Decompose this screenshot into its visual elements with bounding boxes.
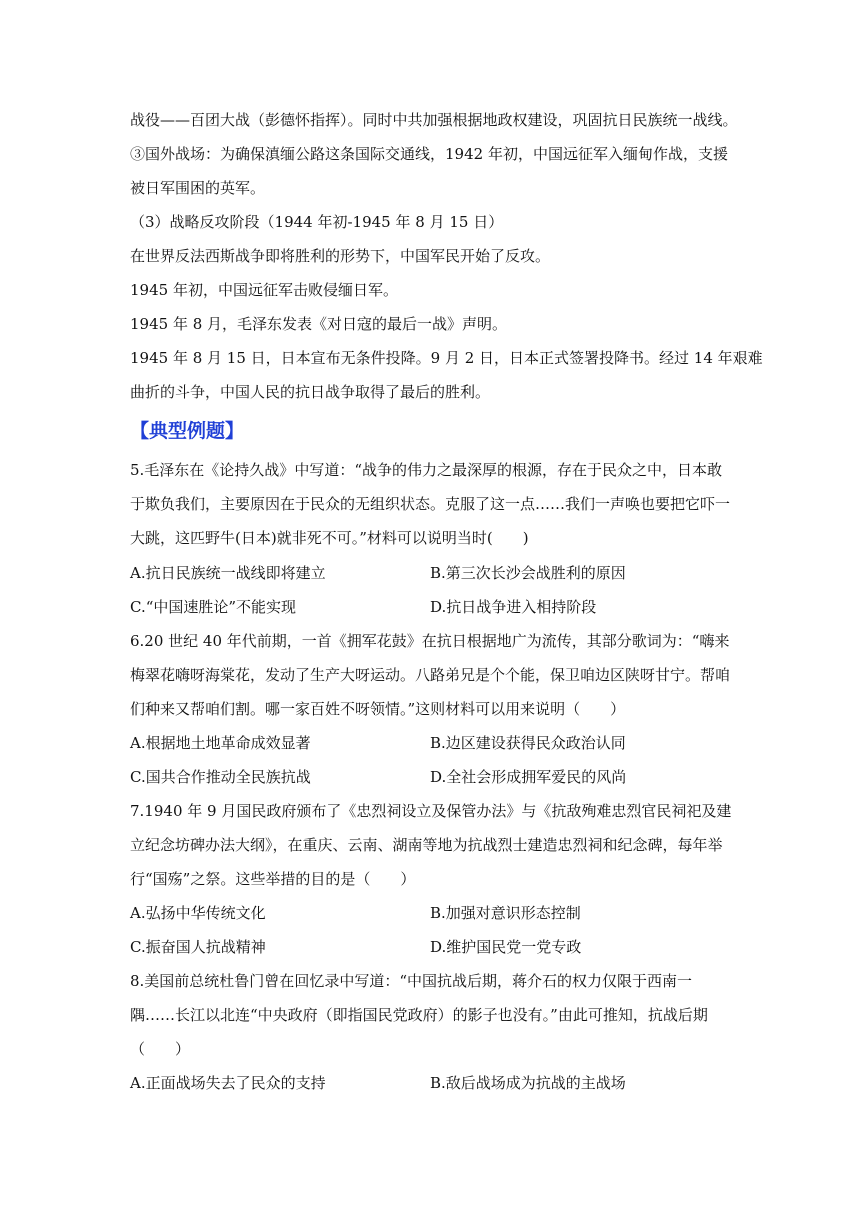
text-line: 1945 年初，中国远征军击败侵缅日军。 bbox=[130, 281, 398, 299]
text-line: 1945 年 8 月 15 日，日本宣布无条件投降。9 月 2 日，日本正式签署投降书。经过 14 年艰难 bbox=[130, 349, 763, 367]
question-7-stem: 行“国殇”之祭。这些举措的目的是（ ） bbox=[130, 870, 416, 888]
question-5-stem: 于欺负我们，主要原因在于民众的无组织状态。克服了这一点……我们一声唤也要把它吓一 bbox=[130, 495, 731, 513]
question-8-stem: （ ） bbox=[130, 1040, 191, 1058]
section-heading: 【典型例题】 bbox=[130, 420, 245, 442]
question-7-stem: 立纪念坊碑办法大纲》，在重庆、云南、湖南等地为抗战烈士建造忠烈祠和纪念碑，每年举 bbox=[130, 836, 723, 854]
question-5-stem: 5.毛泽东在《论持久战》中写道：“战争的伟力之最深厚的根源，存在于民众之中，日本敢 bbox=[130, 461, 722, 479]
question-7-option-a: A.弘扬中华传统文化 bbox=[130, 904, 266, 922]
text-line: 曲折的斗争，中国人民的抗日战争取得了最后的胜利。 bbox=[130, 383, 491, 401]
question-6-option-d: D.全社会形成拥军爱民的风尚 bbox=[430, 768, 627, 786]
question-6-option-b: B.边区建设获得民众政治认同 bbox=[430, 734, 626, 752]
question-7-option-d: D.维护国民党一党专政 bbox=[430, 938, 582, 956]
question-8-option-b: B.敌后战场成为抗战的主战场 bbox=[430, 1074, 626, 1092]
question-5-option-d: D.抗日战争进入相持阶段 bbox=[430, 598, 597, 616]
text-line: 1945 年 8 月，毛泽东发表《对日寇的最后一战》声明。 bbox=[130, 315, 508, 333]
question-8-stem: 8.美国前总统杜鲁门曾在回忆录中写道：“中国抗战后期，蒋介石的权力仅限于西南一 bbox=[130, 972, 692, 990]
question-5-stem: 大跳，这匹野牛(日本)就非死不可。”材料可以说明当时( ) bbox=[130, 529, 529, 547]
question-8-stem: 隅……长江以北连“中央政府（即指国民党政府）的影子也没有。”由此可推知，抗战后期 bbox=[130, 1006, 708, 1024]
text-line: 在世界反法西斯战争即将胜利的形势下，中国军民开始了反攻。 bbox=[130, 247, 551, 265]
text-line: ③国外战场：为确保滇缅公路这条国际交通线，1942 年初，中国远征军入缅甸作战，支援 bbox=[130, 145, 728, 163]
question-5-option-c: C.“中国速胜论”不能实现 bbox=[130, 598, 297, 616]
question-5-option-b: B.第三次长沙会战胜利的原因 bbox=[430, 564, 626, 582]
text-line: （3）战略反攻阶段（1944 年初-1945 年 8 月 15 日） bbox=[130, 213, 504, 231]
text-line: 战役——百团大战（彭德怀指挥）。同时中共加强根据地政权建设，巩固抗日民族统一战线。 bbox=[130, 111, 738, 129]
question-5-option-a: A.抗日民族统一战线即将建立 bbox=[130, 564, 326, 582]
question-6-stem: 梅翠花嗨呀海棠花，发动了生产大呀运动。八路弟兄是个个能，保卫咱边区陕呀甘宁。帮咱 bbox=[130, 666, 731, 684]
question-7-option-b: B.加强对意识形态控制 bbox=[430, 904, 581, 922]
question-6-option-a: A.根据地土地革命成效显著 bbox=[130, 734, 311, 752]
question-6-stem: 6.20 世纪 40 年代前期，一首《拥军花鼓》在抗日根据地广为流传，其部分歌词为：“嗨来 bbox=[130, 632, 730, 650]
question-7-stem: 7.1940 年 9 月国民政府颁布了《忠烈祠设立及保管办法》与《抗敌殉难忠烈官民祠祀及建 bbox=[130, 802, 732, 820]
question-7-option-c: C.振奋国人抗战精神 bbox=[130, 938, 266, 956]
question-6-option-c: C.国共合作推动全民族抗战 bbox=[130, 768, 311, 786]
text-line: 被日军围困的英军。 bbox=[130, 179, 266, 197]
question-6-stem: 们种来又帮咱们割。哪一家百姓不呀领情。”这则材料可以用来说明（ ） bbox=[130, 700, 626, 718]
question-8-option-a: A.正面战场失去了民众的支持 bbox=[130, 1074, 326, 1092]
